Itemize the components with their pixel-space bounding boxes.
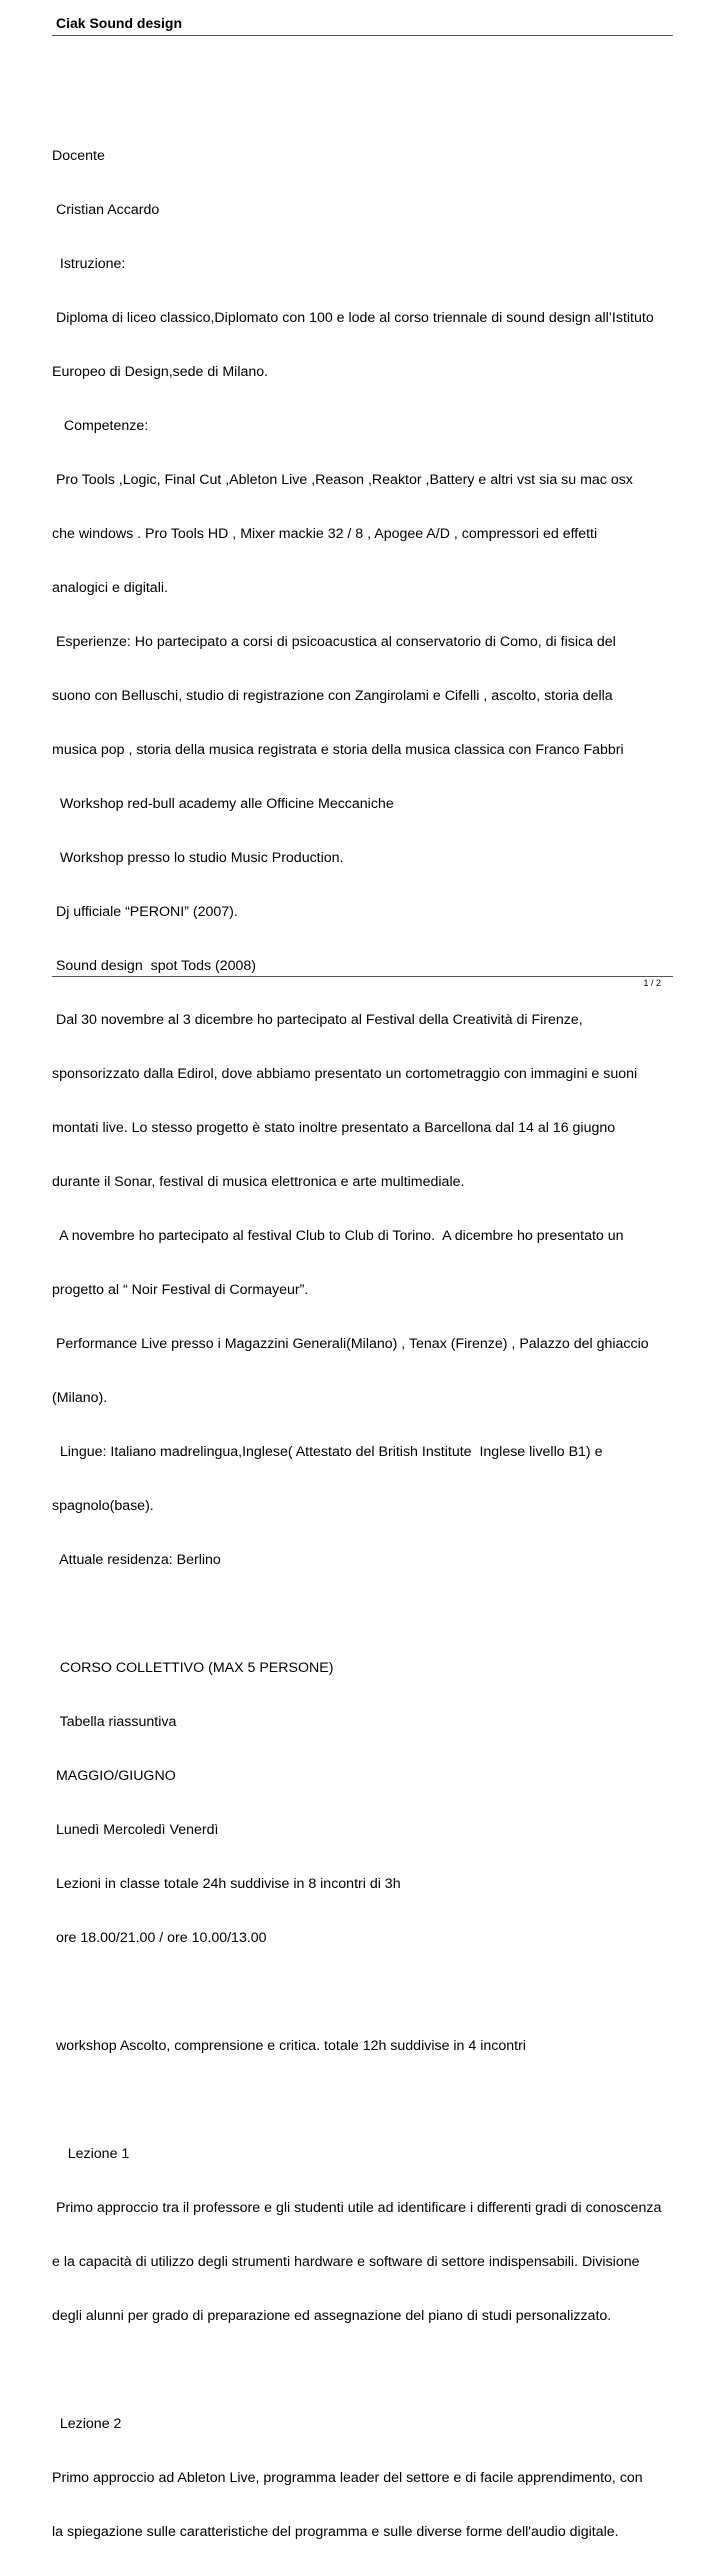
text-line: progetto al “ Noir Festival di Cormayeur”. bbox=[52, 1282, 309, 1298]
text-line: analogici e digitali. bbox=[52, 580, 168, 596]
text-line: CORSO COLLETTIVO (MAX 5 PERSONE) bbox=[52, 1660, 334, 1676]
text-line: Cristian Accardo bbox=[52, 202, 160, 218]
text-line: Europeo di Design,sede di Milano. bbox=[52, 364, 269, 380]
blank-line bbox=[52, 2091, 677, 2109]
blank-line bbox=[52, 2361, 677, 2379]
page-number: 1 / 2 bbox=[643, 978, 661, 988]
text-line: Workshop red-bull academy alle Officine Meccaniche bbox=[52, 796, 394, 812]
text-line: spagnolo(base). bbox=[52, 1498, 154, 1514]
header-title: Ciak Sound design bbox=[56, 15, 183, 31]
text-line: Competenze: bbox=[52, 418, 149, 434]
text-line: Primo approccio tra il professore e gli studenti utile ad identificare i differenti gradi di conoscenza bbox=[52, 2200, 662, 2216]
blank-line bbox=[52, 1605, 677, 1623]
text-line: suono con Belluschi, studio di registrazione con Zangirolami e Cifelli , ascolto, storia della bbox=[52, 688, 613, 704]
text-line: Lunedì Mercoledì Venerdì bbox=[52, 1822, 219, 1838]
text-line: musica pop , storia della musica registrata e storia della musica classica con Franco Fabbri bbox=[52, 742, 624, 758]
text-line: Lezioni in classe totale 24h suddivise in 8 incontri di 3h bbox=[52, 1876, 401, 1892]
footer-divider bbox=[52, 976, 673, 977]
text-line: Esperienze: Ho partecipato a corsi di psicoacustica al conservatorio di Como, di fisica del bbox=[52, 634, 616, 650]
text-line: Performance Live presso i Magazzini Generali(Milano) , Tenax (Firenze) , Palazzo del ghiaccio bbox=[52, 1336, 649, 1352]
text-line: Primo approccio ad Ableton Live, programma leader del settore e di facile apprendimento, con bbox=[52, 2470, 643, 2486]
text-line: Docente bbox=[52, 148, 105, 164]
text-line: la spiegazione sulle caratteristiche del programma e sulle diverse forme dell'audio digitale. bbox=[52, 2524, 619, 2540]
text-line: e la capacità di utilizzo degli strumenti hardware e software di settore indispensabili. Divisione bbox=[52, 2254, 640, 2270]
text-line: A novembre ho partecipato al festival Club to Club di Torino. A dicembre ho presentato un bbox=[52, 1228, 624, 1244]
text-line: Istruzione: bbox=[52, 256, 126, 272]
text-line: che windows . Pro Tools HD , Mixer mackie 32 / 8 , Apogee A/D , compressori ed effetti bbox=[52, 526, 598, 542]
text-line: degli alunni per grado di preparazione ed assegnazione del piano di studi personalizzato. bbox=[52, 2308, 612, 2324]
document-body bbox=[52, 111, 677, 2559]
text-line: sponsorizzato dalla Edirol, dove abbiamo presentato un cortometraggio con immagini e suoni bbox=[52, 1066, 638, 1082]
text-line: Workshop presso lo studio Music Production. bbox=[52, 850, 344, 866]
text-line: durante il Sonar, festival di musica elettronica e arte multimediale. bbox=[52, 1174, 465, 1190]
text-line: Pro Tools ,Logic, Final Cut ,Ableton Live ,Reason ,Reaktor ,Battery e altri vst sia su mac osx bbox=[52, 472, 633, 488]
text-line: ore 18.00/21.00 / ore 10.00/13.00 bbox=[52, 1930, 267, 1946]
text-line: MAGGIO/GIUGNO bbox=[52, 1768, 176, 1784]
text-line: Lingue: Italiano madrelingua,Inglese( Attestato del British Institute Inglese livello B1) e bbox=[52, 1444, 603, 1460]
text-line: Diploma di liceo classico,Diplomato con 100 e lode al corso triennale di sound design all’Istituto bbox=[52, 310, 654, 326]
blank-line bbox=[52, 1983, 677, 2001]
text-line: Dal 30 novembre al 3 dicembre ho partecipato al Festival della Creatività di Firenze, bbox=[52, 1012, 583, 1028]
header-divider bbox=[52, 35, 673, 36]
text-line: workshop Ascolto, comprensione e critica. totale 12h suddivise in 4 incontri bbox=[52, 2038, 526, 2054]
text-line: Attuale residenza: Berlino bbox=[52, 1552, 221, 1568]
text-line: montati live. Lo stesso progetto è stato inoltre presentato a Barcellona dal 14 al 16 giugno bbox=[52, 1120, 616, 1136]
text-line: Dj ufficiale “PERONI” (2007). bbox=[52, 904, 238, 920]
text-line: Lezione 1 bbox=[52, 2146, 130, 2162]
text-line: Sound design spot Tods (2008) bbox=[52, 958, 257, 974]
text-line: Lezione 2 bbox=[52, 2416, 122, 2432]
text-line: Tabella riassuntiva bbox=[52, 1714, 177, 1730]
text-line: (Milano). bbox=[52, 1390, 108, 1406]
